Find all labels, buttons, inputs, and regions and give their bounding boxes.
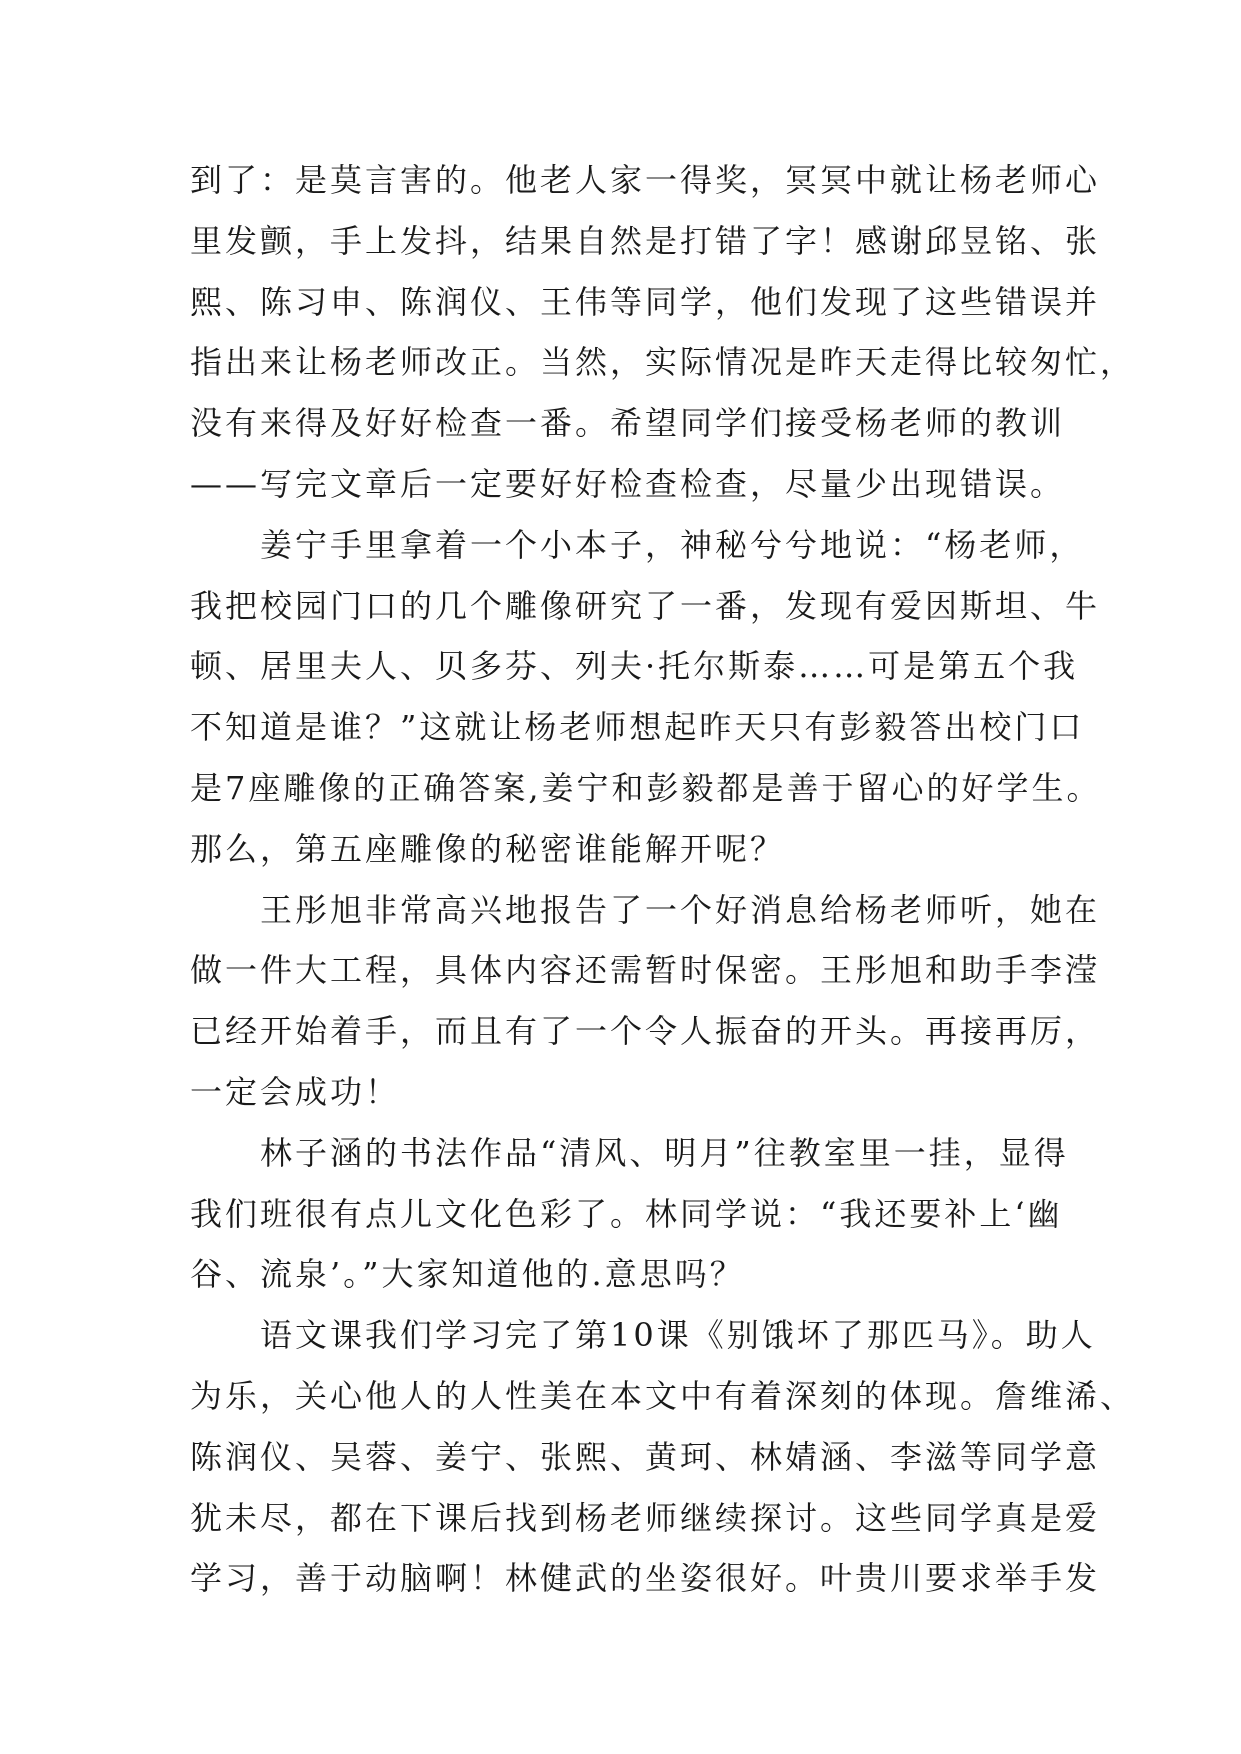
text-line-21: 为乐，关心他人的人性美在本文中有着深刻的体现。詹维浠、 (190, 1376, 1136, 1415)
body-text (190, 150, 1136, 1609)
text-line-2: 里发颤，手上发抖，结果自然是打错了字！感谢邱昱铭、张 (190, 221, 1101, 260)
text-line-11: 是7座雕像的正确答案,姜宁和彭毅都是善于留心的好学生。 (190, 768, 1102, 807)
text-line-14: 做一件大工程，具体内容还需暂时保密。王彤旭和助手李滢 (190, 951, 1101, 990)
text-line-13: 王彤旭非常高兴地报告了一个好消息给杨老师听，她在 (190, 890, 1101, 929)
text-line-20: 语文课我们学习完了第10课《别饿坏了那匹马》。助人 (190, 1316, 1096, 1355)
text-line-1: 到了：是莫言害的。他老人家一得奖，冥冥中就让杨老师心 (190, 161, 1101, 199)
text-line-4: 指出来让杨老师改正。当然，实际情况是昨天走得比较匆忙， (190, 343, 1136, 382)
text-line-15: 已经开始着手，而且有了一个令人振奋的开头。再接再厉， (190, 1012, 1101, 1051)
text-line-3: 熙、陈习申、陈润仪、王伟等同学，他们发现了这些错误并 (190, 282, 1101, 321)
text-line-16: 一定会成功！ (190, 1072, 401, 1111)
text-line-22: 陈润仪、吴蓉、姜宁、张熙、黄珂、林婧涵、李滋等同学意 (190, 1437, 1101, 1476)
text-line-17: 林子涵的书法作品“清风、明月”往教室里一挂，显得 (190, 1133, 1069, 1172)
text-line-8: 我把校园门口的几个雕像研究了一番，发现有爱因斯坦、牛 (190, 586, 1101, 625)
text-line-7: 姜宁手里拿着一个小本子，神秘兮兮地说：“杨老师， (190, 525, 1085, 564)
text-line-10: 不知道是谁？”这就让杨老师想起昨天只有彭毅答出校门口 (190, 708, 1085, 747)
text-line-6: ——写完文章后一定要好好检查检查，尽量少出现错误。 (190, 464, 1066, 503)
text-line-18: 我们班很有点儿文化色彩了。林同学说：“我还要补上‘幽 (190, 1194, 1063, 1233)
text-line-23: 犹未尽，都在下课后找到杨老师继续探讨。这些同学真是爱 (190, 1498, 1101, 1537)
text-line-12: 那么，第五座雕像的秘密谁能解开呢？ (190, 829, 786, 868)
text-line-5: 没有来得及好好检查一番。希望同学们接受杨老师的教训 (190, 404, 1066, 443)
text-line-19: 谷、流泉’。”大家知道他的.意思吗？ (190, 1255, 745, 1294)
text-line-24: 学习，善于动脑啊！林健武的坐姿很好。叶贵川要求举手发 (190, 1559, 1101, 1598)
text-line-9: 顿、居里夫人、贝多芬、列夫·托尔斯泰……可是第五个我 (190, 647, 1079, 686)
